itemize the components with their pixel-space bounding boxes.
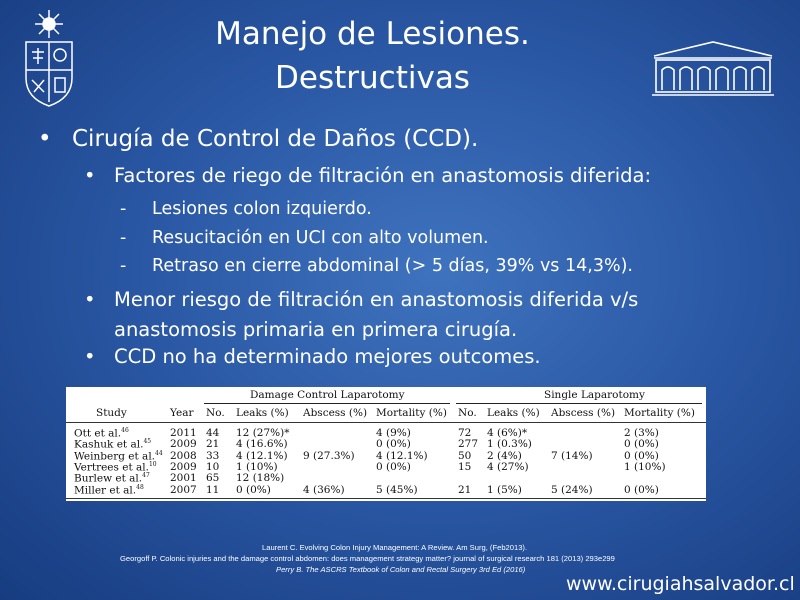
table-cell: 12 (27%)* [236,427,290,439]
table-cell: 2001 [170,472,197,485]
col-header: Leaks (%) [487,407,540,419]
table-cell: 0 (0%) [624,449,659,462]
table-rule [66,422,706,423]
group-underline [204,403,450,404]
table-cell: 5 (24%) [551,483,593,496]
table-cell: 50 [458,449,472,462]
bullet-marker: • [84,345,96,368]
university-crest-icon [20,8,78,108]
subbullet-text: Retraso en cierre abdominal (> 5 días, 39% vs 14,3%). [152,256,633,276]
table-cell: 0 (0%) [624,483,659,496]
table-rule [66,498,706,499]
table-cell: 21 [458,483,472,496]
table-cell: 2 (3%) [624,427,659,439]
subbullet-resuscitation [120,228,489,248]
table-cell: 2 (4%) [487,449,522,462]
table-cell: 7 (14%) [551,449,593,462]
table-cell: 2009 [170,460,197,473]
bullet-text: Cirugía de Control de Daños (CCD). [72,126,479,152]
table-cell: 21 [206,438,220,451]
subbullet-text: Lesiones colon izquierdo. [152,199,372,219]
hospital-building-icon [652,40,774,98]
bullet-marker: • [38,126,52,152]
bullet-lower-risk [84,285,638,345]
table-cell: 15 [458,460,472,473]
table-cell: 1 (10%) [236,460,278,473]
dash-marker: - [120,228,127,248]
col-header: No. [206,407,225,419]
study-name: Kashuk et al.$^{45}$ [74,438,152,451]
table-cell: 2011 [170,427,197,439]
table-cell: 1 (5%) [487,483,522,496]
study-table [66,387,706,501]
col-header: Year [170,407,194,419]
table-cell: 9 (27.3%) [303,449,355,462]
group-header-single: Single Laparotomy [544,389,645,401]
col-header: Mortality (%) [624,407,695,419]
table-cell: 4 (12.1%) [376,449,428,462]
bullet-marker: • [84,164,96,187]
table-cell: 11 [206,483,220,496]
table-cell: 5 (45%) [376,483,418,496]
subbullet-text: Resucitación en UCI con alto volumen. [152,228,489,248]
table-cell: 4 (12.1%) [236,449,288,462]
study-name: Weinberg et al.$^{44}$ [74,449,163,463]
dash-marker: - [120,199,127,219]
table-cell: 33 [206,449,220,462]
table-cell: 4 (16.6%) [236,438,288,451]
table-cell: 10 [206,460,220,473]
subbullet-delayed-closure [120,256,633,276]
col-header: No. [458,407,477,419]
table-cell: 1 (0.3%) [487,438,532,451]
table-cell: 1 (10%) [624,460,666,473]
bullet-risk-factors [84,164,651,187]
bullet-text: Factores de riego de filtración en anastomosis diferida: [114,164,652,187]
bullet-outcomes [84,345,541,368]
reference-3: Perry B. The ASCRS Textbook of Colon and Rectal Surgery 3rd Ed (2016) [276,565,526,574]
bullet-ccd [38,126,478,152]
bullet-marker: • [84,288,96,311]
study-name: Vertrees et al.$^{10}$ [74,460,157,474]
table-cell: 12 (18%) [236,472,285,485]
study-name: Ott et al.$^{46}$ [74,427,129,440]
table-cell: 4 (36%) [303,483,345,496]
reference-2: Georgoff P. Colonic injuries and the damage control abdomen: does management strategy matter? journal of surgical research 181 (2013) 293e299 [120,554,615,563]
table-cell: 4 (9%) [376,427,411,439]
reference-1: Laurent C. Evolving Colon Injury Management: A Review. Am Surg, (Feb2013). [262,543,528,552]
study-name: Miller et al.$^{48}$ [74,483,144,496]
table-cell: 0 (0%) [624,438,659,451]
group-underline [456,403,702,404]
col-header: Study [96,407,127,419]
table-cell: 2008 [170,449,197,462]
dash-marker: - [120,256,127,276]
slide-title [150,12,595,100]
col-header: Abscess (%) [551,407,616,419]
table-cell: 65 [206,472,220,485]
table-cell: 2007 [170,483,197,496]
col-header: Leaks (%) [236,407,289,419]
col-header: Abscess (%) [303,407,368,419]
table-cell: 4 (27%) [487,460,529,473]
study-name: Burlew et al.$^{47}$ [74,472,150,485]
table-cell: 0 (0%) [236,483,271,496]
table-cell: 277 [458,438,479,451]
slide-title-line2: Destructivas [275,60,470,96]
table-cell: 0 (0%) [376,460,411,473]
slide-title-line1: Manejo de Lesiones. [215,16,530,52]
subbullet-left-colon [120,199,372,219]
table-cell: 0 (0%) [376,438,411,451]
bullet-text-continued: anastomosis primaria en primera cirugía. [114,318,518,341]
website-url: www.cirugiahsalvador.cl [566,573,795,595]
table-cell: 2009 [170,438,197,451]
group-header-damage-control: Damage Control Laparotomy [250,389,405,401]
bullet-text: Menor riesgo de filtración en anastomosis diferida v/s [114,288,639,311]
bullet-text: CCD no ha determinado mejores outcomes. [114,345,541,368]
table-cell: 4 (6%)* [487,427,528,439]
table-cell: 44 [206,427,220,439]
col-header: Mortality (%) [376,407,447,419]
table-cell: 72 [458,427,472,439]
